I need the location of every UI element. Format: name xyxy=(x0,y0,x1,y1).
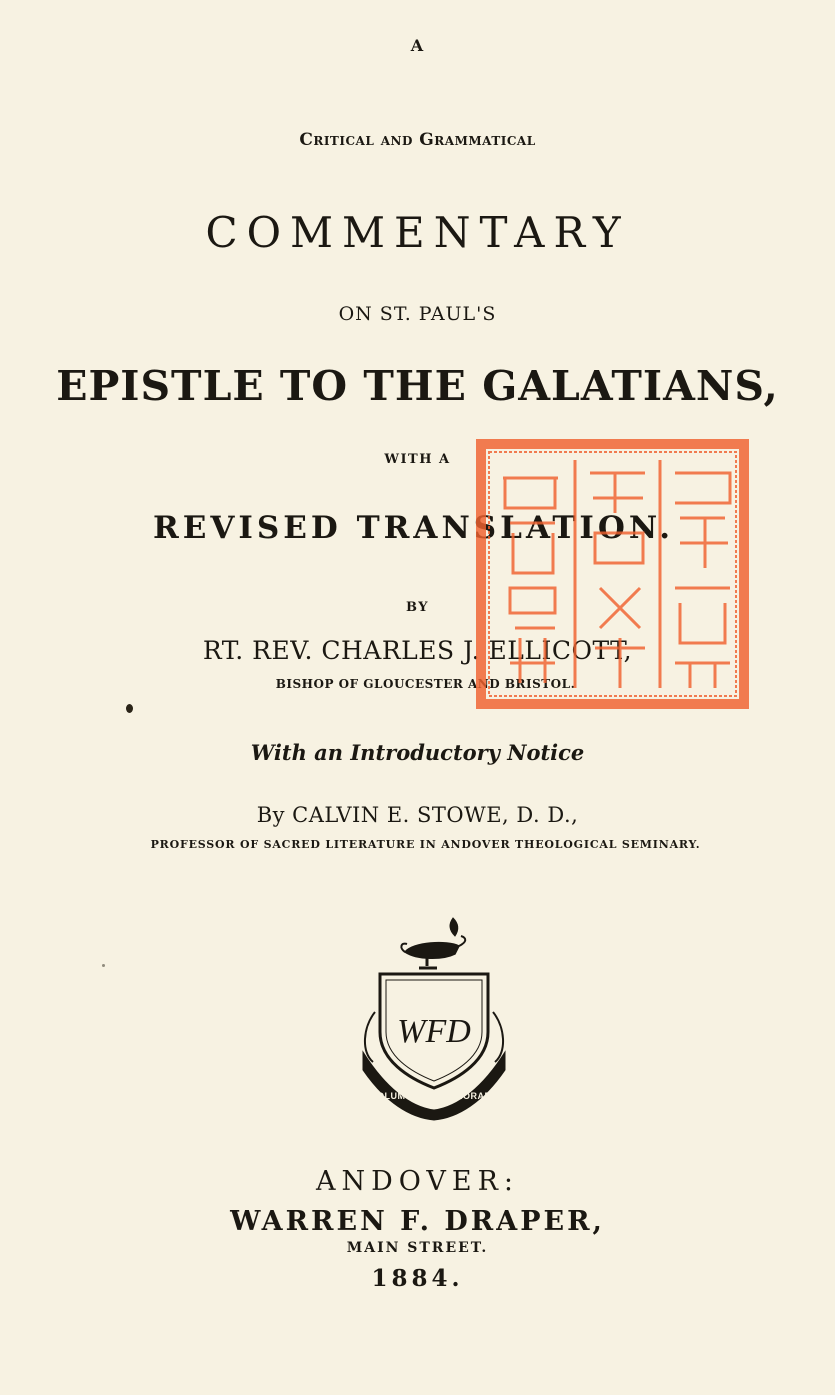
ink-speck xyxy=(102,964,105,967)
imprint-year: 1884. xyxy=(371,1265,464,1292)
emblem-motto: NOLUMUS VOS IGNORARE xyxy=(369,1091,499,1101)
publisher-emblem xyxy=(355,912,513,1122)
notice-author: By CALVIN E. STOWE, D. D., xyxy=(256,803,579,827)
subtitle-critical: Critical and Grammatical xyxy=(299,130,536,150)
imprint-publisher: WARREN F. DRAPER, xyxy=(230,1206,605,1237)
subtitle-on-st-paul: ON ST. PAUL'S xyxy=(338,303,497,325)
article-a: A xyxy=(410,36,425,55)
title-epistle: EPISTLE TO THE GALATIANS, xyxy=(56,362,779,410)
connector-by: BY xyxy=(405,600,430,615)
imprint-street: MAIN STREET. xyxy=(346,1240,489,1256)
red-seal-stamp xyxy=(475,438,750,710)
title-commentary: COMMENTARY xyxy=(205,208,630,257)
ink-speck xyxy=(126,704,133,713)
emblem-monogram: WFD xyxy=(397,1013,471,1050)
title-revised-translation: REVISED TRANSLATION. xyxy=(152,510,675,546)
imprint-city: ANDOVER: xyxy=(315,1166,520,1197)
author-title: BISHOP OF GLOUCESTER AND BRISTOL. xyxy=(275,677,576,691)
introductory-notice: With an Introductory Notice xyxy=(250,740,585,765)
author-name: RT. REV. CHARLES J. ELLICOTT, xyxy=(202,636,633,665)
notice-author-title: PROFESSOR OF SACRED LITERATURE IN ANDOVER THEOLOGICAL SEMINARY. xyxy=(150,838,701,851)
connector-with-a: WITH A xyxy=(384,452,451,467)
